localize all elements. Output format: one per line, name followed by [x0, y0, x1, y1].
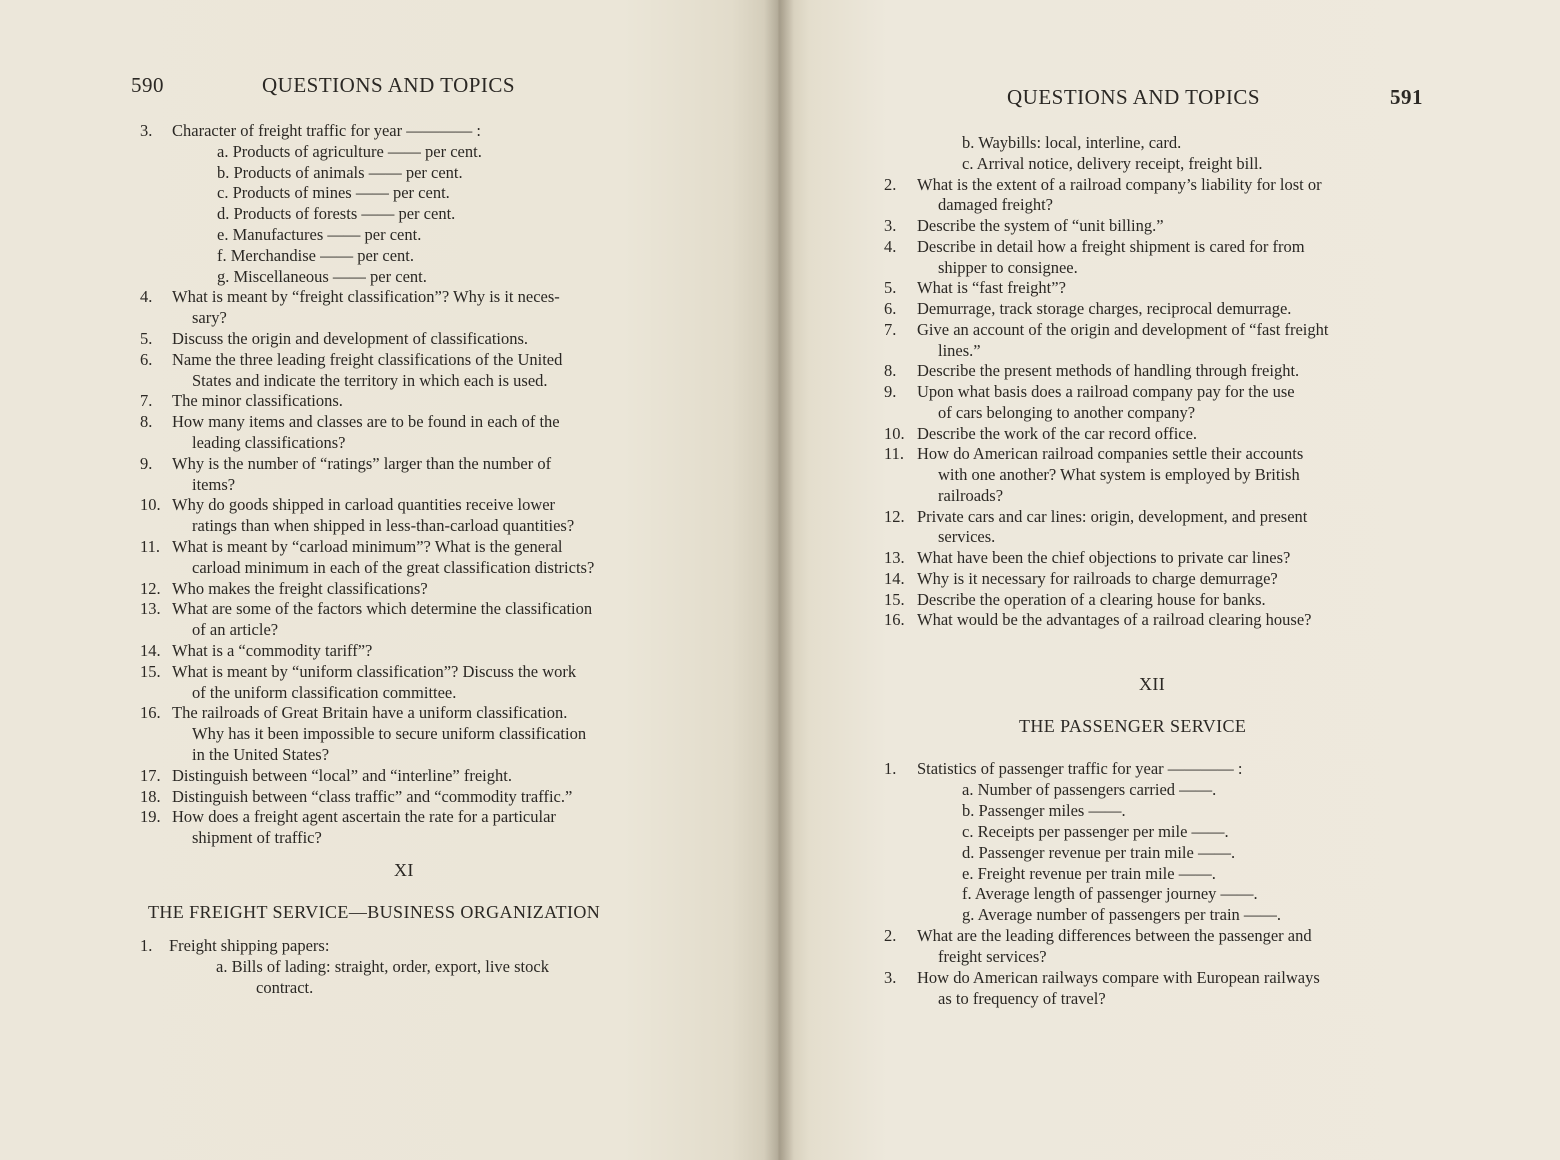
sub-item-text: d. Passenger revenue per train mile ——.: [962, 842, 1236, 862]
item-number: 8.: [140, 412, 153, 432]
item-text: Describe the operation of a clearing house for banks.: [917, 589, 1266, 609]
item-text: How many items and classes are to be found in each of the: [172, 412, 560, 432]
item-text: Describe the system of “unit billing.”: [917, 216, 1164, 235]
left-section-number: XI: [394, 860, 414, 880]
item-number: 3.: [140, 121, 153, 140]
item-continuation: in the United States?: [192, 745, 330, 764]
item-text: Give an account of the origin and development of “fast freight: [917, 319, 1329, 339]
left-running-head: QUESTIONS AND TOPICS: [262, 73, 516, 97]
item-number: 15.: [884, 589, 905, 609]
item-number: 2.: [884, 926, 897, 946]
item-number: 16.: [884, 610, 905, 630]
item-text: Distinguish between “class traffic” and “commodity traffic.”: [172, 786, 573, 806]
item-continuation: damaged freight?: [938, 195, 1053, 215]
item-number: 10.: [884, 423, 905, 443]
item-continuation: of cars belonging to another company?: [938, 402, 1196, 422]
item-text: How do American railways compare with European railways: [917, 968, 1320, 987]
item-continuation: leading classifications?: [192, 433, 346, 452]
item-continuation: of the uniform classification committee.: [192, 682, 457, 702]
item-text: Character of freight traffic for year ———— :: [172, 121, 481, 140]
book-gutter: [764, 0, 794, 1160]
item-text: What is meant by “freight classification”? Why is it neces-: [172, 287, 560, 307]
item-number: 1.: [884, 759, 897, 778]
item-number: 6.: [884, 299, 897, 318]
item-continuation: freight services?: [938, 947, 1047, 967]
item-text: Private cars and car lines: origin, development, and present: [917, 506, 1308, 526]
item-text: How do American railroad companies settle their accounts: [917, 444, 1304, 464]
item-continuation: States and indicate the territory in which each is used.: [192, 370, 548, 390]
item-text: Why is the number of “ratings” larger than the number of: [172, 453, 552, 473]
sub-item-text: b. Products of animals —— per cent.: [217, 162, 463, 182]
item-number: 6.: [140, 349, 153, 369]
item-text: What have been the chief objections to private car lines?: [917, 548, 1291, 567]
sub-item-text: g. Miscellaneous —— per cent.: [217, 266, 427, 286]
item-number: 12.: [884, 506, 905, 526]
item-continuation: contract.: [256, 978, 314, 997]
sub-item-text: c. Arrival notice, delivery receipt, freight bill.: [962, 153, 1263, 173]
item-number: 17.: [140, 765, 161, 785]
item-continuation: as to frequency of travel?: [938, 988, 1106, 1008]
item-text: The minor classifications.: [172, 391, 343, 411]
item-text: Freight shipping papers:: [169, 936, 330, 955]
item-continuation: lines.”: [938, 340, 981, 360]
item-number: 10.: [140, 495, 161, 515]
sub-item-text: b. Waybills: local, interline, card.: [962, 133, 1182, 152]
sub-item-text: a. Products of agriculture —— per cent.: [217, 141, 482, 161]
item-continuation: items?: [192, 474, 236, 494]
item-number: 7.: [884, 319, 897, 339]
item-text: How does a freight agent ascertain the rate for a particular: [172, 807, 556, 827]
item-text: Describe the work of the car record office.: [917, 423, 1198, 443]
item-number: 4.: [140, 287, 153, 307]
item-continuation: with one another? What system is employed by British: [938, 465, 1300, 484]
item-text: Distinguish between “local” and “interline” freight.: [172, 765, 512, 785]
item-number: 7.: [140, 391, 153, 411]
sub-item-text: g. Average number of passengers per train ——.: [962, 905, 1282, 925]
item-number: 2.: [884, 174, 897, 194]
item-continuation: shipper to consignee.: [938, 257, 1078, 277]
item-number: 13.: [140, 599, 161, 619]
item-text: Statistics of passenger traffic for year ———— :: [917, 759, 1243, 778]
sub-item-text: e. Manufactures —— per cent.: [217, 225, 422, 244]
sub-item-text: c. Receipts per passenger per mile ——.: [962, 821, 1229, 841]
right-page-number: 591: [1390, 85, 1423, 109]
item-number: 13.: [884, 548, 905, 567]
item-number: 18.: [140, 786, 161, 806]
item-text: Who makes the freight classifications?: [172, 578, 428, 598]
item-text: Describe in detail how a freight shipment is cared for from: [917, 236, 1305, 256]
item-continuation: carload minimum in each of the great classification districts?: [192, 557, 595, 577]
item-text: Upon what basis does a railroad company pay for the use: [917, 382, 1295, 401]
item-text: What are the leading differences between the passenger and: [917, 926, 1312, 946]
item-continuation: of an article?: [192, 620, 279, 640]
item-continuation: ratings than when shipped in less-than-carload quantities?: [192, 516, 575, 536]
sub-item-text: d. Products of forests —— per cent.: [217, 204, 456, 224]
item-continuation: shipment of traffic?: [192, 828, 322, 848]
item-number: 9.: [140, 453, 153, 473]
item-text: Discuss the origin and development of classifications.: [172, 329, 529, 348]
item-text: What is meant by “uniform classification”? Discuss the work: [172, 661, 577, 681]
right-section-title: THE PASSENGER SERVICE: [1019, 716, 1247, 736]
item-text: Describe the present methods of handling through freight.: [917, 361, 1300, 381]
item-continuation: Why has it been impossible to secure uniform classification: [192, 724, 587, 744]
sub-item-text: c. Products of mines —— per cent.: [217, 183, 450, 203]
item-text: Name the three leading freight classifications of the United: [172, 349, 563, 369]
sub-item-text: f. Merchandise —— per cent.: [217, 245, 415, 265]
left-section-title: THE FREIGHT SERVICE—BUSINESS ORGANIZATION: [148, 902, 601, 922]
item-text: What is the extent of a railroad company’s liability for lost or: [917, 174, 1322, 194]
right-running-head: QUESTIONS AND TOPICS: [1007, 85, 1261, 109]
item-continuation: sary?: [192, 308, 227, 328]
right-section-number: XII: [1139, 674, 1166, 694]
item-text: What would be the advantages of a railroad clearing house?: [917, 610, 1312, 630]
item-number: 1.: [140, 936, 153, 955]
item-number: 11.: [884, 444, 905, 464]
item-number: 8.: [884, 361, 897, 381]
item-number: 3.: [884, 216, 897, 235]
item-text: Why is it necessary for railroads to charge demurrage?: [917, 568, 1278, 588]
sub-item-text: e. Freight revenue per train mile ——.: [962, 863, 1216, 883]
item-text: The railroads of Great Britain have a uniform classification.: [172, 703, 568, 723]
item-text: Demurrage, track storage charges, reciprocal demurrage.: [917, 299, 1292, 318]
item-number: 11.: [140, 537, 161, 556]
item-continuation: railroads?: [938, 485, 1004, 505]
left-page-number: 590: [131, 73, 164, 97]
item-text: What is “fast freight”?: [917, 278, 1066, 298]
item-number: 14.: [884, 568, 905, 588]
item-text: What is a “commodity tariff”?: [172, 641, 373, 660]
item-number: 9.: [884, 382, 897, 401]
item-number: 5.: [140, 329, 153, 348]
item-continuation: services.: [938, 527, 996, 547]
item-text: Why do goods shipped in carload quantities receive lower: [172, 495, 556, 515]
item-number: 16.: [140, 703, 161, 723]
item-number: 4.: [884, 236, 897, 256]
item-text: What is meant by “carload minimum”? What is the general: [172, 537, 563, 556]
sub-item-text: a. Number of passengers carried ——.: [962, 779, 1217, 799]
item-text: What are some of the factors which determine the classification: [172, 599, 593, 619]
item-number: 5.: [884, 278, 897, 298]
sub-item-text: b. Passenger miles ——.: [962, 800, 1126, 820]
item-number: 15.: [140, 661, 161, 681]
sub-item-text: a. Bills of lading: straight, order, export, live stock: [216, 957, 549, 976]
item-number: 3.: [884, 968, 897, 987]
item-number: 12.: [140, 578, 161, 598]
item-number: 14.: [140, 641, 161, 660]
sub-item-text: f. Average length of passenger journey ——.: [962, 884, 1258, 904]
item-number: 19.: [140, 807, 161, 827]
